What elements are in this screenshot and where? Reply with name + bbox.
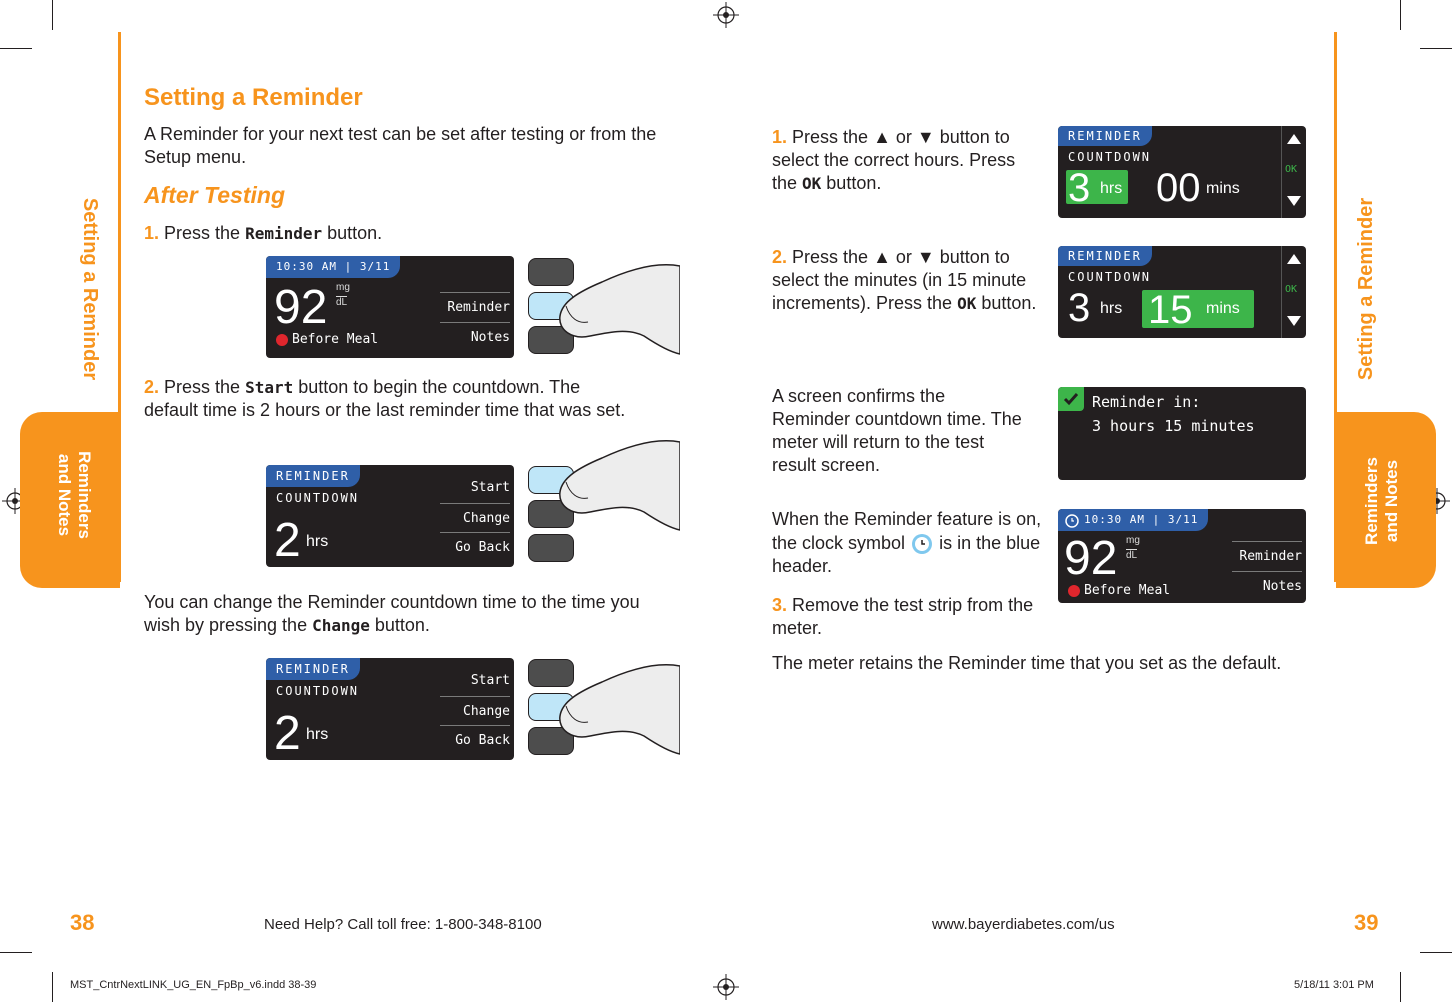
menu-item-start[interactable]: Start bbox=[470, 480, 510, 495]
down-arrow-icon[interactable] bbox=[1287, 316, 1301, 326]
countdown-unit: hrs bbox=[306, 533, 329, 550]
crop-mark bbox=[0, 952, 32, 953]
help-line: Need Help? Call toll free: 1-800-348-8100 bbox=[264, 916, 542, 933]
alarm-clock-icon bbox=[910, 531, 934, 555]
meter-screen-confirm bbox=[1058, 387, 1306, 480]
meal-tag: Before Meal bbox=[1084, 583, 1171, 598]
right-section-tab bbox=[1336, 412, 1436, 588]
step-text: Press the bbox=[164, 223, 246, 243]
inline-button-label: Change bbox=[312, 616, 370, 635]
minutes-value: 00 bbox=[1156, 166, 1201, 210]
menu-item-go-back[interactable]: Go Back bbox=[440, 725, 510, 754]
registration-mark-icon bbox=[713, 974, 739, 1000]
hours-unit: hrs bbox=[1100, 180, 1123, 197]
screen-header: REMINDER bbox=[1058, 126, 1152, 146]
left-section-line1: Reminders bbox=[75, 451, 94, 539]
print-date: 5/18/11 3:01 PM bbox=[1294, 979, 1374, 991]
screen-header: REMINDER bbox=[266, 465, 360, 487]
screen-subheader: COUNTDOWN bbox=[1068, 270, 1152, 284]
step-text: button. bbox=[821, 173, 882, 193]
crop-mark bbox=[52, 0, 53, 30]
confirm-text: A screen confirms the Reminder countdown time. The meter will return to the test result screen. bbox=[772, 386, 1022, 475]
menu-item-change[interactable]: Change bbox=[440, 503, 510, 532]
countdown-value: 2 bbox=[274, 514, 301, 567]
glucose-value: 92 bbox=[274, 281, 328, 334]
left-section-tab bbox=[20, 412, 120, 588]
finger-icon bbox=[548, 262, 680, 358]
countdown-unit: hrs bbox=[306, 726, 329, 743]
menu-item-reminder[interactable]: Reminder bbox=[1232, 541, 1302, 570]
step-text: Remove the test strip from the meter. bbox=[772, 595, 1034, 638]
change-text: button. bbox=[369, 615, 430, 635]
page-number-right: 39 bbox=[1354, 910, 1379, 935]
hours-value: 3 bbox=[1068, 166, 1091, 210]
menu-item-notes[interactable]: Notes bbox=[440, 322, 510, 351]
left-step-1 bbox=[144, 222, 382, 245]
screen-header: REMINDER bbox=[1058, 246, 1152, 266]
right-step-1 bbox=[772, 126, 1042, 195]
registration-mark-icon bbox=[713, 2, 739, 28]
step-text: Press the ▲ or ▼ button to select the correct hours. Press the bbox=[772, 127, 1016, 193]
meter-screen-countdown bbox=[266, 465, 514, 567]
website-url[interactable]: www.bayerdiabetes.com/us bbox=[932, 916, 1115, 933]
right-section-line2: and Notes bbox=[1382, 459, 1401, 543]
finger-icon bbox=[548, 438, 680, 534]
adjust-arrows bbox=[1281, 126, 1306, 218]
glucose-value: 92 bbox=[1064, 532, 1118, 585]
meter-screen-countdown bbox=[266, 658, 514, 760]
right-tab-title-wrap bbox=[1352, 190, 1382, 390]
inline-button-label: Reminder bbox=[245, 224, 323, 243]
minutes-value: 15 bbox=[1148, 288, 1193, 332]
checkmark-icon bbox=[1063, 392, 1079, 406]
meter-bottom-button[interactable] bbox=[528, 534, 574, 562]
step-text: Press the bbox=[164, 377, 246, 397]
meter-screen-set-minutes bbox=[1058, 246, 1306, 338]
left-section-line2: and Notes bbox=[55, 453, 74, 537]
unit-bottom: dL bbox=[1126, 550, 1138, 561]
screen-header: 10:30 AM | 3/11 bbox=[266, 256, 400, 278]
closing-text: The meter retains the Reminder time that you set as the default. bbox=[772, 653, 1282, 673]
hours-value: 3 bbox=[1068, 286, 1091, 330]
step-number: 3. bbox=[772, 595, 788, 615]
finger-icon bbox=[548, 662, 680, 758]
hours-unit: hrs bbox=[1100, 300, 1123, 317]
unit-bottom: dL bbox=[336, 297, 348, 308]
file-slug: MST_CntrNextLINK_UG_EN_FpBp_v6.indd 38-39 bbox=[70, 979, 317, 991]
step-text: button. bbox=[322, 223, 383, 243]
step-number: 2. bbox=[144, 377, 160, 397]
confirm-line-1: Reminder in: bbox=[1092, 393, 1201, 411]
menu-item-go-back[interactable]: Go Back bbox=[440, 532, 510, 561]
unit-top: mg bbox=[336, 282, 350, 293]
change-text: You can change the Reminder countdown time to the time you wish by pressing the bbox=[144, 592, 640, 635]
meter-screen-result bbox=[266, 256, 514, 358]
countdown-value: 2 bbox=[274, 707, 301, 760]
crop-mark bbox=[0, 48, 32, 49]
adjust-arrows bbox=[1281, 246, 1306, 338]
down-arrow-icon[interactable] bbox=[1287, 196, 1301, 206]
step-number: 1. bbox=[144, 223, 160, 243]
screen-subheader: COUNTDOWN bbox=[1068, 150, 1152, 164]
right-step-2 bbox=[772, 246, 1052, 315]
step-number: 1. bbox=[772, 127, 788, 147]
inline-button-label: OK bbox=[957, 294, 977, 313]
minutes-unit: mins bbox=[1206, 180, 1240, 197]
left-tab-title-wrap bbox=[72, 190, 102, 390]
up-arrow-icon[interactable] bbox=[1287, 254, 1301, 264]
inline-button-label: OK bbox=[802, 174, 822, 193]
page-title: Setting a Reminder bbox=[144, 84, 363, 111]
minutes-unit: mins bbox=[1206, 300, 1240, 317]
step-text: button to begin the countdown. The default time is 2 hours or the last reminder time that was set. bbox=[144, 377, 626, 420]
screen-subheader: COUNTDOWN bbox=[276, 684, 360, 698]
left-tab-title: Setting a Reminder bbox=[79, 197, 101, 381]
apple-icon bbox=[1068, 585, 1080, 597]
apple-icon bbox=[276, 334, 288, 346]
clock-text: When the Reminder feature is on, the clock symbol bbox=[772, 509, 1042, 553]
menu-item-change[interactable]: Change bbox=[440, 696, 510, 725]
screen-header: 10:30 AM | 3/11 bbox=[1058, 509, 1208, 531]
clock-text: is in the blue header. bbox=[772, 533, 1041, 576]
meal-tag: Before Meal bbox=[292, 332, 379, 347]
alarm-clock-icon bbox=[1064, 512, 1080, 528]
crop-mark bbox=[1420, 48, 1452, 49]
screen-subheader: COUNTDOWN bbox=[276, 491, 360, 505]
inline-button-label: Start bbox=[245, 378, 294, 397]
change-instruction bbox=[144, 591, 664, 637]
step-number: 2. bbox=[772, 247, 788, 267]
crop-mark bbox=[1400, 0, 1401, 30]
unit-top: mg bbox=[1126, 535, 1140, 546]
menu-item-start[interactable]: Start bbox=[470, 673, 510, 688]
screen-header: REMINDER bbox=[266, 658, 360, 680]
step-text: Press the ▲ or ▼ button to select the minutes (in 15 minute increments). Press the bbox=[772, 247, 1027, 313]
page-number-left: 38 bbox=[70, 910, 95, 935]
ok-label[interactable]: OK bbox=[1285, 164, 1298, 175]
step-text: button. bbox=[976, 293, 1037, 313]
intro-text: A Reminder for your next test can be set after testing or from the Setup menu. bbox=[144, 124, 657, 167]
meter-screen-result-clock bbox=[1058, 509, 1306, 603]
up-arrow-icon[interactable] bbox=[1287, 134, 1301, 144]
clock-symbol-text bbox=[772, 508, 1042, 578]
menu-item-notes[interactable]: Notes bbox=[1232, 571, 1302, 600]
crop-mark bbox=[1420, 952, 1452, 953]
subheading-after-testing: After Testing bbox=[144, 182, 285, 208]
crop-mark bbox=[52, 972, 53, 1002]
right-tab-title: Setting a Reminder bbox=[1355, 197, 1377, 381]
right-step-3 bbox=[772, 594, 1042, 640]
confirm-line-2: 3 hours 15 minutes bbox=[1092, 417, 1255, 435]
ok-label[interactable]: OK bbox=[1285, 284, 1298, 295]
meter-screen-set-hours bbox=[1058, 126, 1306, 218]
crop-mark bbox=[1400, 972, 1401, 1002]
menu-item-reminder[interactable]: Reminder bbox=[440, 292, 510, 321]
right-section-line1: Reminders bbox=[1362, 457, 1381, 545]
left-step-2 bbox=[144, 376, 634, 422]
